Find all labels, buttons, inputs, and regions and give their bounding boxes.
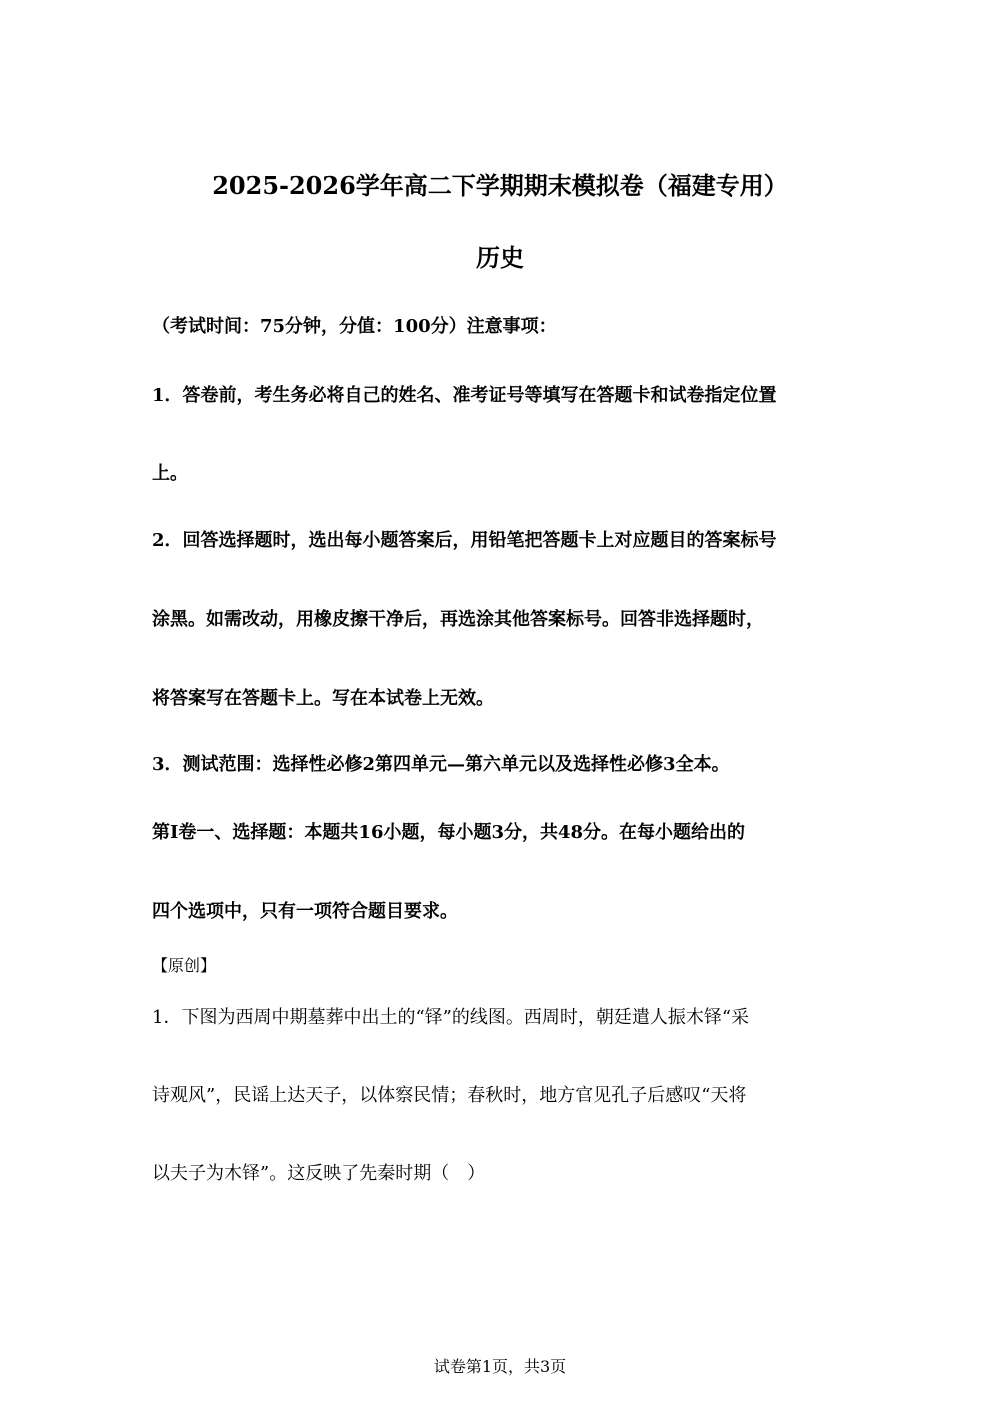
question-1-line-2: 诗观风”，民谣上达天子，以体察民情；春秋时，地方官见孔子后感叹“天将	[152, 1085, 747, 1106]
question-1-line-3: 以夫子为木铎”。这反映了先秦时期（ ）	[152, 1163, 486, 1184]
note-1-line-2: 上。	[152, 463, 188, 484]
section-heading-line-1: 第Ⅰ卷一、选择题：本题共16小题，每小题3分，共48分。在每小题给出的	[152, 822, 746, 843]
note-2-line-2: 涂黑。如需改动，用橡皮擦干净后，再选涂其他答案标号。回答非选择题时，	[152, 609, 764, 630]
note-2-line-1: 2．回答选择题时，选出每小题答案后，用铅笔把答题卡上对应题目的答案标号	[152, 530, 777, 551]
note-2-line-3: 将答案写在答题卡上。写在本试卷上无效。	[152, 688, 494, 709]
exam-info: （考试时间：75分钟，分值：100分）注意事项：	[152, 316, 557, 337]
subject-heading: 历史	[476, 243, 524, 272]
note-3: 3．测试范围：选择性必修2第四单元—第六单元以及选择性必修3全本。	[152, 754, 730, 775]
exam-title: 2025-2026学年高二下学期期末模拟卷（福建专用）	[212, 171, 788, 200]
page-footer: 试卷第1页，共3页	[433, 1357, 567, 1376]
note-1-line-1: 1．答卷前，考生务必将自己的姓名、准考证号等填写在答题卡和试卷指定位置	[152, 385, 777, 406]
question-1-line-1: 1．下图为西周中期墓葬中出土的“铎”的线图。西周时，朝廷遣人振木铎“采	[152, 1007, 750, 1028]
source-tag: 【原创】	[152, 956, 217, 975]
section-heading-line-2: 四个选项中，只有一项符合题目要求。	[152, 901, 458, 922]
